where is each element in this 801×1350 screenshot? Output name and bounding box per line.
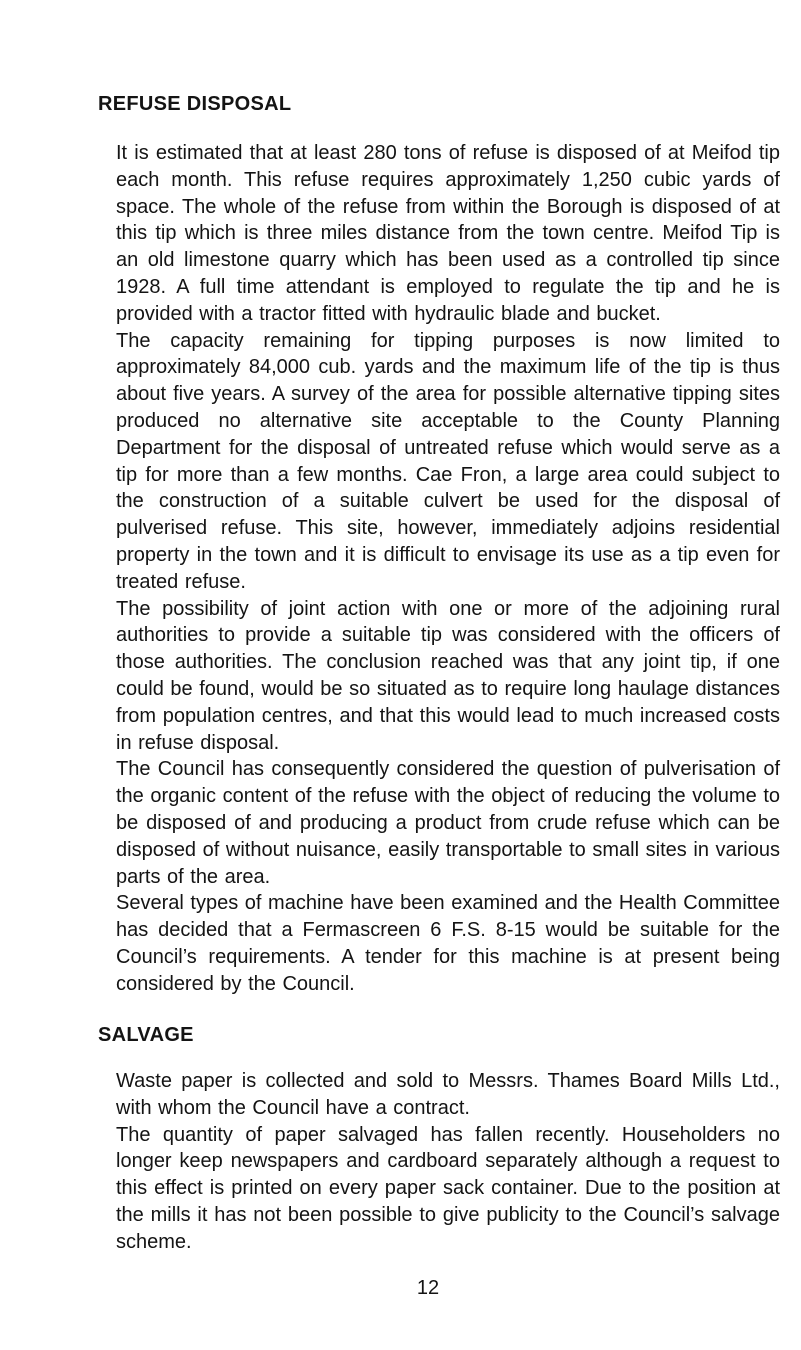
paragraph: The Council has consequently considered the question of pulverisation of the organic content of the refuse with the object of reducing the volume to be disposed of and producing a product from crude refuse which can be disposed of without nuisance, easily transportable to small sites in various parts of the area.	[116, 758, 780, 888]
section-body-refuse-disposal	[116, 140, 780, 998]
paragraph: Waste paper is collected and sold to Messrs. Thames Board Mills Ltd., with whom the Council have a contract.	[116, 1070, 780, 1119]
section-heading-salvage: SALVAGE	[98, 1024, 194, 1046]
section-body-salvage	[116, 1068, 780, 1256]
paragraph: Several types of machine have been examined and the Health Committee has decided that a Fermascreen 6 F.S. 8-15 would be suitable for the Council’s requirements. A tender for this machine is at present being considered by the Council.	[116, 892, 780, 995]
paragraph: The possibility of joint action with one or more of the adjoining rural authorities to provide a suitable tip was considered with the officers of those authorities. The conclusion reached was that any joint tip, if one could be found, would be so situated as to require long haulage distances from population centres, and that this would lead to much increased costs in refuse disposal.	[116, 597, 780, 754]
paragraph: The quantity of paper salvaged has fallen recently. Householders no longer keep newspapers and cardboard separately although a request to this effect is printed on every paper sack container. Due to the position at the mills it has not been possible to give publicity to the Council’s salvage scheme.	[116, 1123, 780, 1253]
section-heading-refuse-disposal: REFUSE DISPOSAL	[98, 93, 292, 115]
paragraph: The capacity remaining for tipping purposes is now limited to approximately 84,000 cub. yards and the maximum life of the tip is thus about five years. A survey of the area for possible alternative tipping sites produced no alternative site acceptable to the County Planning Department for the disposal of untreated refuse which would serve as a tip for more than a few months. Cae Fron, a large area could subject to the construction of a suitable culvert be used for the disposal of pulverised refuse. This site, however, immediately adjoins residential property in the town and it is difficult to envisage its use as a tip even for treated refuse.	[116, 329, 780, 593]
document-page	[98, 0, 781, 1350]
paragraph: It is estimated that at least 280 tons of refuse is disposed of at Meifod tip each month. This refuse requires approximately 1,250 cubic yards of space. The whole of the refuse from within the Borough is disposed of at this tip which is three miles distance from the town centre. Meifod Tip is an old limestone quarry which has been used as a controlled tip since 1928. A full time attendant is employed to regulate the tip and he is provided with a tractor fitted with hydraulic blade and bucket.	[116, 142, 780, 325]
page-number: 12	[416, 1277, 440, 1299]
